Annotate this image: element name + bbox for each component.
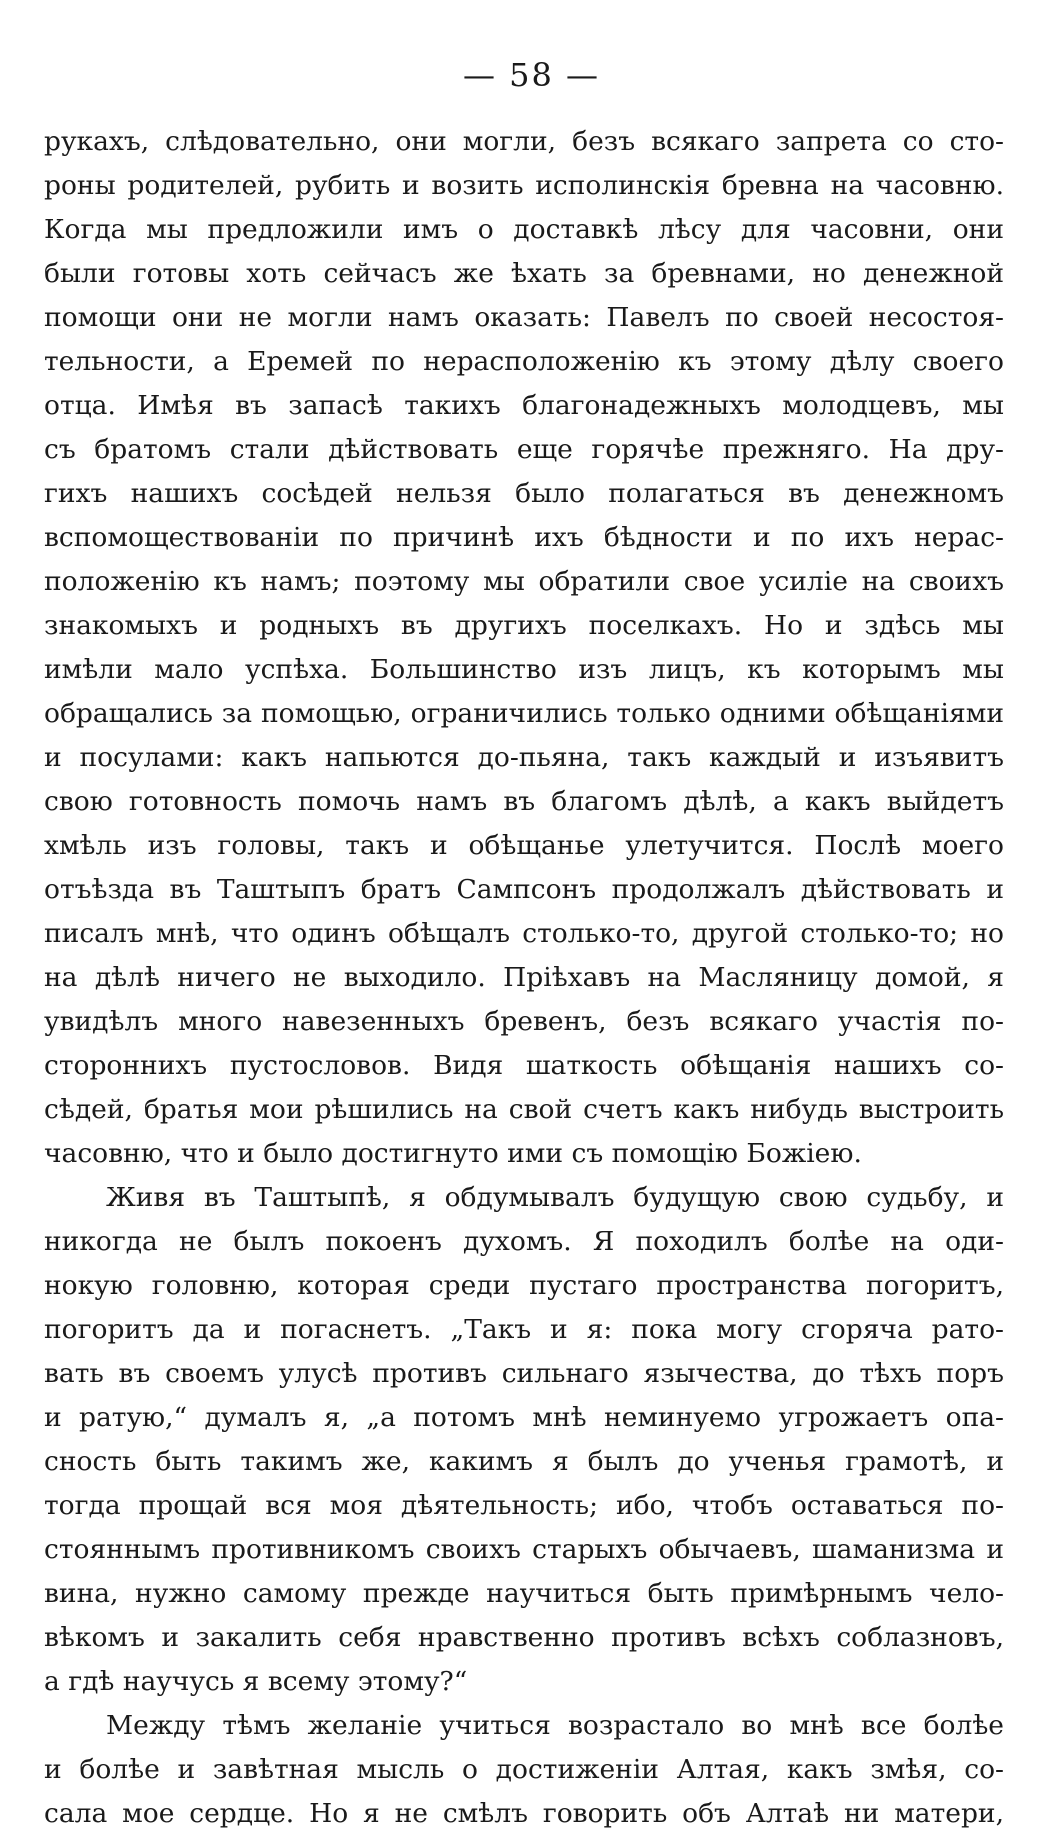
text-line: имѣли мало успѣха. Большинство изъ лицъ, къ которымъ мы bbox=[44, 654, 1004, 685]
text-line: и ратую,“ думалъ я, „а потомъ мнѣ неминуемо угрожаетъ опа- bbox=[44, 1402, 1004, 1433]
text-line: Когда мы предложили имъ о доставкѣ лѣсу для часовни, они bbox=[44, 214, 1004, 245]
body-text bbox=[44, 120, 1004, 1836]
text-line: погоритъ да и погаснетъ. „Такъ и я: пока могу сгоряча рато- bbox=[44, 1314, 1004, 1345]
text-line: рукахъ, слѣдовательно, они могли, безъ всякаго запрета со сто- bbox=[44, 126, 1004, 157]
text-line: стороннихъ пустословов. Видя шаткость обѣщанія нашихъ со- bbox=[44, 1050, 1004, 1081]
text-line: и болѣе и завѣтная мысль о достиженіи Алтая, какъ змѣя, со- bbox=[44, 1754, 1004, 1785]
text-line: отца. Имѣя въ запасѣ такихъ благонадежныхъ молодцевъ, мы bbox=[44, 390, 1004, 421]
text-line: и посулами: какъ напьются до-пьяна, такъ каждый и изъявитъ bbox=[44, 742, 1004, 773]
paragraph-start-line: Между тѣмъ желаніе учиться возрастало во мнѣ все болѣе bbox=[106, 1710, 1004, 1741]
text-line: были готовы хоть сейчасъ же ѣхать за бревнами, но денежной bbox=[44, 258, 1004, 289]
text-line: вать въ своемъ улусѣ противъ сильнаго язычества, до тѣхъ поръ bbox=[44, 1358, 1004, 1389]
text-line: вѣкомъ и закалить себя нравственно противъ всѣхъ соблазновъ, bbox=[44, 1622, 1004, 1653]
text-line: стояннымъ противникомъ своихъ старыхъ обычаевъ, шаманизма и bbox=[44, 1534, 1004, 1565]
text-line: помощи они не могли намъ оказать: Павелъ по своей несостоя- bbox=[44, 302, 1004, 333]
text-line: гихъ нашихъ сосѣдей нельзя было полагаться въ денежномъ bbox=[44, 478, 1004, 509]
text-line: никогда не былъ покоенъ духомъ. Я походилъ болѣе на оди- bbox=[44, 1226, 1004, 1257]
text-line: съ братомъ стали дѣйствовать еще горячѣе прежняго. На дру- bbox=[44, 434, 1004, 465]
text-line: нокую головню, которая среди пустаго пространства погоритъ, bbox=[44, 1270, 1004, 1301]
text-line: сѣдей, братья мои рѣшились на свой счетъ какъ нибудь выстроить bbox=[44, 1094, 1004, 1125]
text-line: тогда прощай вся моя дѣятельность; ибо, чтобъ оставаться по- bbox=[44, 1490, 1004, 1521]
text-line: положенію къ намъ; поэтому мы обратили свое усиліе на своихъ bbox=[44, 566, 1004, 597]
text-line: знакомыхъ и родныхъ въ другихъ поселкахъ. Но и здѣсь мы bbox=[44, 610, 1004, 641]
text-line: часовню, что и было достигнуто ими съ помощію Божіею. bbox=[44, 1138, 862, 1169]
text-line: сала мое сердце. Но я не смѣлъ говорить объ Алтаѣ ни матери, bbox=[44, 1798, 1004, 1829]
text-line: тельности, а Еремей по нерасположенію къ этому дѣлу своего bbox=[44, 346, 1004, 377]
text-line: роны родителей, рубить и возить исполинскія бревна на часовню. bbox=[44, 170, 1004, 201]
text-line: писалъ мнѣ, что одинъ обѣщалъ столько-то, другой столько-то; но bbox=[44, 918, 1004, 949]
text-line: свою готовность помочь намъ въ благомъ дѣлѣ, а какъ выйдетъ bbox=[44, 786, 1004, 817]
text-line: а гдѣ научусь я всему этому?“ bbox=[44, 1666, 468, 1697]
page-number: — 58 — bbox=[462, 56, 601, 94]
text-line: на дѣлѣ ничего не выходило. Пріѣхавъ на Масляницу домой, я bbox=[44, 962, 1004, 993]
text-line: отъѣзда въ Таштыпъ братъ Сампсонъ продолжалъ дѣйствовать и bbox=[44, 874, 1004, 905]
text-line: вспомоществованіи по причинѣ ихъ бѣдности и по ихъ нерас- bbox=[44, 522, 1004, 553]
text-line: обращались за помощью, ограничились только одними обѣщаніями bbox=[44, 698, 1004, 729]
paragraph-start-line: Живя въ Таштыпѣ, я обдумывалъ будущую свою судьбу, и bbox=[106, 1182, 1004, 1213]
text-line: вина, нужно самому прежде научиться быть примѣрнымъ чело- bbox=[44, 1578, 1004, 1609]
text-line: сность быть такимъ же, какимъ я былъ до ученья грамотѣ, и bbox=[44, 1446, 1004, 1477]
text-line: увидѣлъ много навезенныхъ бревенъ, безъ всякаго участія по- bbox=[44, 1006, 1004, 1037]
text-line: хмѣль изъ головы, такъ и обѣщанье улетучится. Послѣ моего bbox=[44, 830, 1004, 861]
